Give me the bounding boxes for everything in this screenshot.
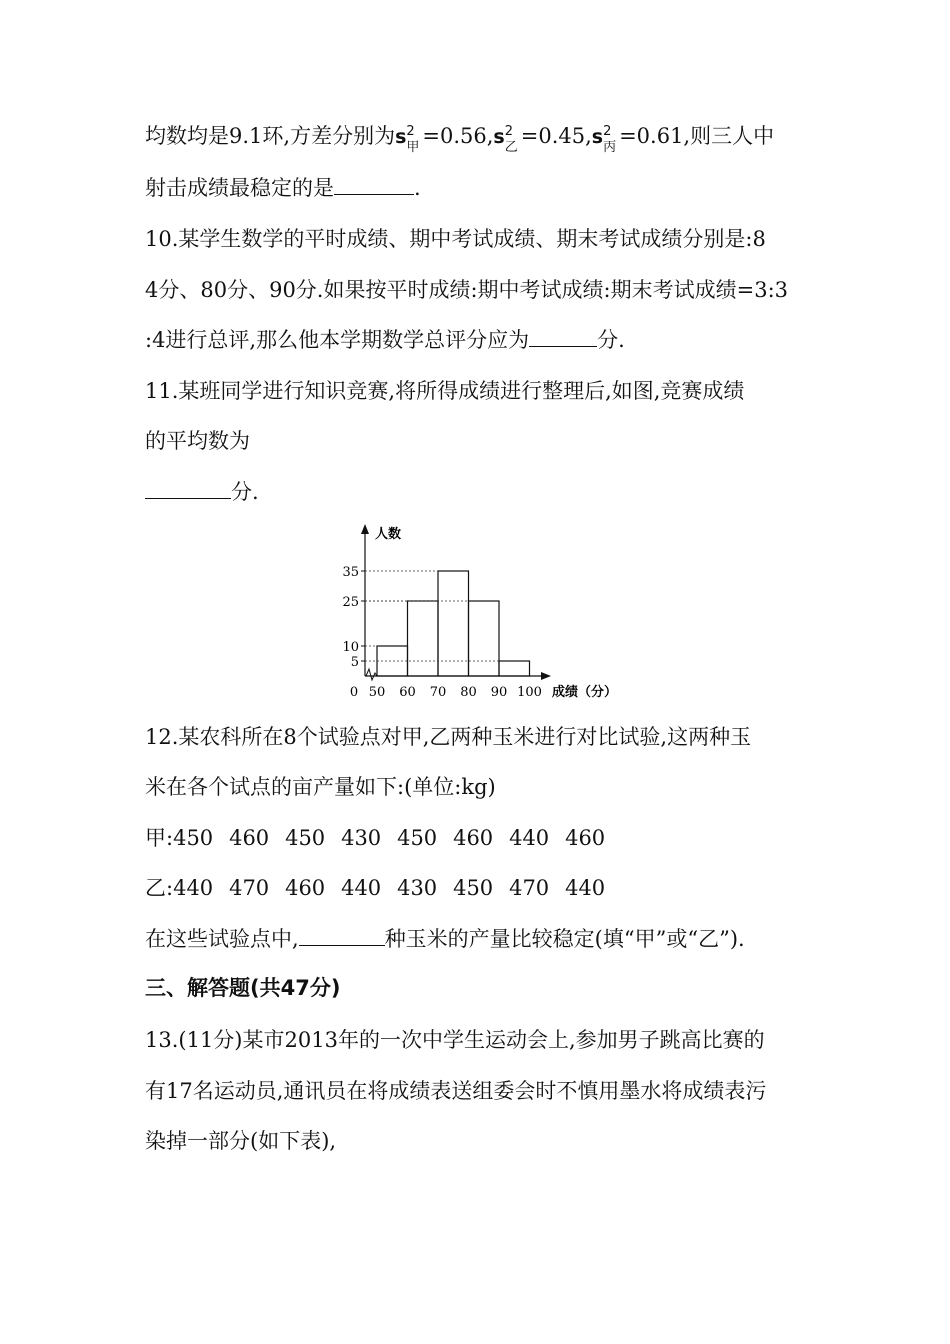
jia-value-5: 450 <box>397 826 438 850</box>
yi-value-8: 440 <box>565 876 606 900</box>
q9-period: . <box>414 176 421 200</box>
yi-value-5: 430 <box>397 876 438 900</box>
q9-line-2 <box>145 174 421 202</box>
jia-value-7: 440 <box>509 826 550 850</box>
row-label-yi: 乙: <box>145 876 174 900</box>
q12-text: 在这些试验点中, <box>145 927 299 951</box>
yi-value-7: 470 <box>509 876 550 900</box>
yi-value-6: 450 <box>453 876 494 900</box>
x-tick-label-90: 90 <box>490 685 508 700</box>
yi-value-3: 460 <box>285 876 326 900</box>
q12-line-1: 12.某农科所在8个试验点对甲,乙两种玉米进行对比试验,这两种玉 <box>145 725 752 749</box>
bar-70-80 <box>438 571 469 676</box>
x-axis-arrow <box>541 672 551 680</box>
q13-line-2: 有17名运动员,通讯员在将成绩表送组委会时不慎用墨水将成绩表污 <box>145 1079 767 1103</box>
subscript-jia: 甲 <box>406 140 420 155</box>
q9-line-1 <box>145 122 775 155</box>
score-histogram <box>330 518 640 708</box>
bar-90-100 <box>499 661 530 676</box>
q10-text: :4进行总评,那么他本学期数学总评分应为 <box>145 328 530 352</box>
yi-value-1: 440 <box>173 876 214 900</box>
y-axis-arrow <box>361 524 369 534</box>
variance-yi-script <box>504 122 521 155</box>
q11-line-3 <box>145 478 259 506</box>
x-tick-label-50: 50 <box>368 685 386 700</box>
yield-values-jia <box>173 826 621 850</box>
q10-unit: 分. <box>597 328 625 352</box>
answer-blank-q9[interactable] <box>334 174 414 195</box>
answer-blank-q11[interactable] <box>145 478 231 499</box>
y-tick-label-35: 35 <box>342 565 359 580</box>
variance-yi-value: =0.45, <box>520 124 592 148</box>
jia-value-8: 460 <box>565 826 606 850</box>
jia-value-4: 430 <box>341 826 382 850</box>
square-exponent: 2 <box>504 124 514 139</box>
jia-value-3: 450 <box>285 826 326 850</box>
x-tick-label-0: 0 <box>349 685 359 700</box>
y-axis-label: 人数 <box>375 527 402 542</box>
answer-blank-q10[interactable] <box>529 326 597 347</box>
section-title: 三、解答题(共47分) <box>145 976 341 1000</box>
q13-line-3: 染掉一部分(如下表), <box>145 1129 337 1153</box>
q10-line-3 <box>145 326 625 354</box>
q12-line-5 <box>145 925 745 953</box>
variance-jia-script <box>406 122 422 155</box>
x-tick-label-80: 80 <box>460 685 477 700</box>
bar-80-90 <box>469 601 500 676</box>
q10-line-2: 4分、80分、90分.如果按平时成绩:期中考试成绩:期末考试成绩=3:3 <box>145 278 789 302</box>
jia-value-2: 460 <box>229 826 270 850</box>
q12-row-yi <box>145 874 621 902</box>
variance-symbol-bing: s <box>591 126 604 148</box>
variance-jia-value: =0.56, <box>422 124 494 148</box>
jia-value-6: 460 <box>453 826 494 850</box>
y-tick-label-25: 25 <box>342 595 359 610</box>
variance-symbol-yi: s <box>493 126 505 148</box>
square-exponent: 2 <box>603 124 612 139</box>
x-axis-label: 成绩（分） <box>552 685 618 700</box>
q12-line-2: 米在各个试点的亩产量如下:(单位:kg) <box>145 775 496 799</box>
yi-value-2: 470 <box>229 876 270 900</box>
q9-text: 均数均是9.1环,方差分别为 <box>145 124 396 148</box>
answer-blank-q12[interactable] <box>299 925 385 946</box>
jia-value-1: 450 <box>173 826 214 850</box>
x-tick-label-60: 60 <box>399 685 416 700</box>
q11-line-1: 11.某班同学进行知识竞赛,将所得成绩进行整理后,如图,竞赛成绩 <box>145 379 745 403</box>
q10-line-1: 10.某学生数学的平时成绩、期中考试成绩、期末考试成绩分别是:8 <box>145 227 766 251</box>
subscript-bing: 丙 <box>603 140 617 155</box>
y-tick-label-5: 5 <box>350 655 359 670</box>
bar-60-70 <box>408 601 439 676</box>
variance-bing-value: =0.61,则三人中 <box>619 124 775 148</box>
y-tick-label-10: 10 <box>342 640 359 655</box>
yield-values-yi <box>173 876 621 900</box>
row-label-jia: 甲: <box>145 826 174 850</box>
q12-text-2: 种玉米的产量比较稳定(填“甲”或“乙”). <box>384 927 745 951</box>
subscript-yi: 乙 <box>504 140 518 155</box>
variance-bing-script <box>603 122 619 155</box>
square-exponent: 2 <box>406 124 415 139</box>
q9-text-2: 射击成绩最稳定的是 <box>145 176 334 200</box>
x-tick-label-70: 70 <box>429 685 447 700</box>
x-tick-label-100: 100 <box>517 685 542 700</box>
q12-row-jia <box>145 824 621 852</box>
q13-line-1: 13.(11分)某市2013年的一次中学生运动会上,参加男子跳高比赛的 <box>145 1028 765 1052</box>
yi-value-4: 440 <box>341 876 382 900</box>
q11-unit: 分. <box>231 480 259 504</box>
q11-line-2: 的平均数为 <box>145 429 250 453</box>
variance-symbol-jia: s <box>395 126 407 148</box>
axis-break <box>366 669 377 680</box>
